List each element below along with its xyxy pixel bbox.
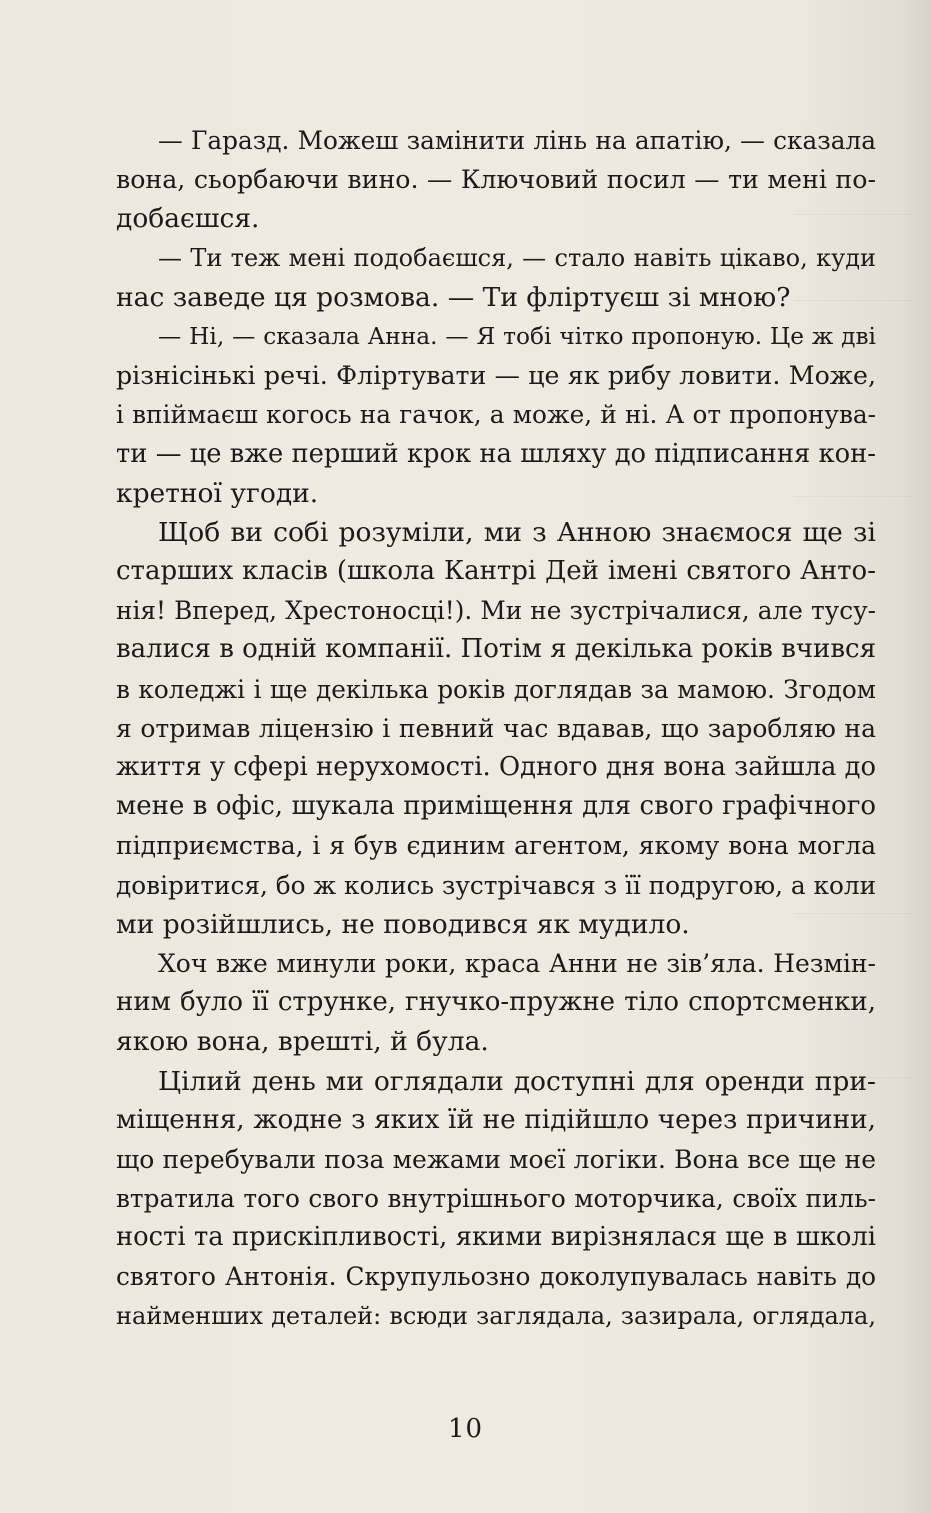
text-line: втратила того свого внутрішнього моторчика, своїх пиль-	[116, 1184, 876, 1214]
text-line: вона, сьорбаючи вино. — Ключовий посил — ти мені по-	[116, 165, 876, 195]
page-number: 10	[447, 1414, 484, 1444]
text-line: якою вона, врешті, й була.	[116, 1026, 489, 1058]
text-line: ти — це вже перший крок на шляху до підписання кон-	[116, 438, 876, 469]
text-line: мене в офіс, шукала приміщення для свого графічного	[116, 791, 876, 822]
text-line: нія! Вперед, Хрестоносці!). Ми не зустрічалися, але тусу-	[116, 596, 876, 626]
text-line: що перебували поза межами моєї логіки. Вона все ще не	[116, 1144, 876, 1174]
text-line: ності та прискіпливості, якими вирізнялася ще в школі	[116, 1222, 876, 1253]
text-line: — Ні, — сказала Анна. — Я тобі чітко пропоную. Це ж дві	[158, 322, 876, 350]
text-line: Хоч вже минули роки, краса Анни не зів’яла. Незмін-	[158, 948, 876, 978]
text-line: нас заведе ця розмова. — Ти фліртуєш зі мною?	[116, 281, 791, 313]
text-line: в коледжі і ще декілька років доглядав за мамою. Згодом	[116, 674, 876, 704]
text-line: ми розійшлись, не поводився як мудило.	[116, 908, 690, 940]
text-line: Щоб ви собі розуміли, ми з Анною знаємося ще зі	[158, 516, 876, 548]
text-line: і впіймаєш когось на гачок, а може, й ні. А от пропонува-	[116, 400, 876, 430]
text-line: валися в одній компанії. Потім я декілька років вчився	[116, 634, 876, 665]
text-line: довіритися, бо ж колись зустрічався з її подругою, а коли	[116, 870, 876, 900]
text-line: Цілий день ми оглядали доступні для оренди при-	[158, 1065, 876, 1097]
text-line: ним було її струнке, гнучко-пружне тіло спортсменки,	[116, 987, 876, 1018]
text-line: — Гаразд. Можеш замінити лінь на апатію, — сказала	[158, 126, 876, 155]
text-line: — Ти теж мені подобаєшся, — стало навіть цікаво, куди	[158, 243, 876, 272]
text-line: старших класів (школа Кантрі Дей імені святого Антo-	[116, 556, 876, 587]
text-line: різнісінькі речі. Фліртувати — це як рибу ловити. Може,	[116, 361, 876, 391]
text-line: я отримав ліцензію і певний час вдавав, що заробляю на	[116, 713, 876, 743]
text-line: підприємства, і я був єдиним агентом, якому вона могла	[116, 831, 876, 861]
text-line: життя у сфері нерухомості. Одного дня вона зайшла до	[116, 752, 876, 782]
body-text	[116, 121, 876, 1336]
text-line: міщення, жодне з яких їй не підійшло через причини,	[116, 1104, 876, 1135]
text-line: святого Антонія. Скрупульозно доколупувалась навіть до	[116, 1262, 876, 1292]
text-line: добаєшся.	[116, 203, 260, 235]
text-line: найменших деталей: всюди заглядала, зазирала, оглядала,	[116, 1301, 876, 1330]
text-line: кретної угоди.	[116, 477, 319, 509]
